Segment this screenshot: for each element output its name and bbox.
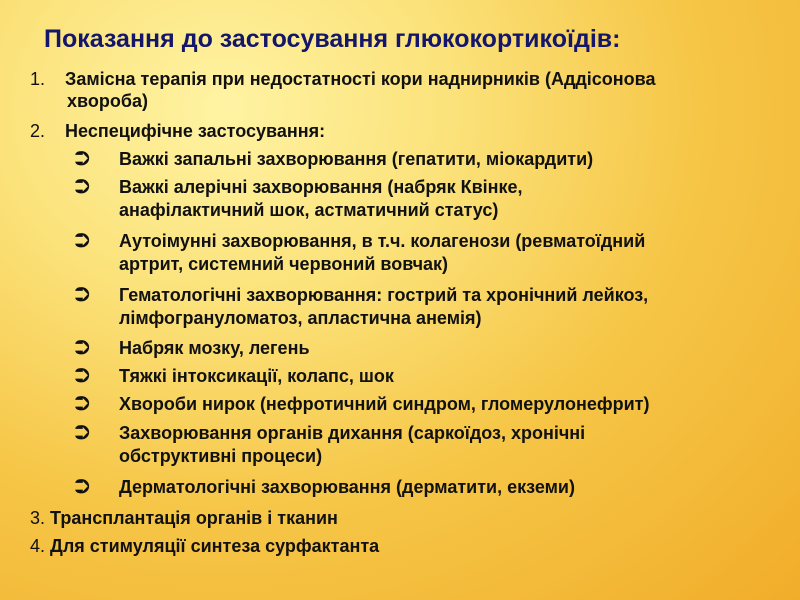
arrow-bullet-icon: ⮊ — [75, 148, 90, 170]
list-item-2 — [30, 120, 770, 142]
item-number: 2. — [30, 121, 46, 141]
sub-item — [75, 393, 755, 416]
sub-item-line-2: артрит, системний червоний вовчак) — [119, 254, 449, 274]
sub-item — [75, 176, 755, 222]
sub-item-line-1: Хвороби нирок (нефротичний синдром, гломерулонефрит) — [119, 394, 650, 414]
sub-item-line-2: анафілактичний шок, астматичний статус) — [119, 200, 499, 220]
sub-item-text — [119, 422, 755, 468]
sub-item-line-1: Аутоімунні захворювання, в т.ч. колагенози (ревматоїдний — [119, 231, 646, 251]
sub-item-line-1: Набряк мозку, легень — [119, 338, 310, 358]
arrow-bullet-icon: ⮊ — [75, 476, 90, 498]
item-number: 3. — [30, 508, 46, 528]
sub-item-text — [119, 284, 755, 330]
item-text: Неспецифічне застосування: — [65, 121, 326, 141]
sub-item-text — [119, 476, 755, 499]
item-number: 4. — [30, 536, 46, 556]
sub-item — [75, 230, 755, 276]
list-item-1 — [30, 68, 770, 112]
sub-item-line-2: обструктивні процеси) — [119, 446, 323, 466]
sub-item-text — [119, 176, 755, 222]
arrow-bullet-icon: ⮊ — [75, 393, 90, 415]
arrow-bullet-icon: ⮊ — [75, 365, 90, 387]
arrow-bullet-icon: ⮊ — [75, 230, 90, 252]
sub-item-line-1: Захворювання органів дихання (саркоїдоз, хронічні — [119, 423, 586, 443]
sub-item — [75, 284, 755, 330]
sub-item-line-1: Тяжкі інтоксикації, колапс, шок — [119, 366, 394, 386]
arrow-bullet-icon: ⮊ — [75, 337, 90, 359]
sub-item-line-1: Дерматологічні захворювання (дерматити, екземи) — [119, 477, 575, 497]
sub-item-text — [119, 148, 755, 171]
item-number: 1. — [30, 69, 46, 89]
sub-item-text — [119, 393, 755, 416]
slide-title: Показання до застосування глюкокортикоїдів: — [44, 25, 621, 53]
item-text: Трансплантація органів і тканин — [50, 508, 338, 528]
sub-item-text — [119, 230, 755, 276]
list-item-3 — [30, 507, 770, 529]
sub-item — [75, 148, 755, 171]
sub-item-line-2: лімфогрануломатоз, апластична анемія) — [119, 308, 482, 328]
sub-item-line-1: Важкі запальні захворювання (гепатити, міокардити) — [119, 149, 594, 169]
sub-item — [75, 476, 755, 499]
item-text: Для стимуляції синтеза сурфактанта — [50, 536, 380, 556]
sub-item-line-1: Гематологічні захворювання: гострий та хронічний лейкоз, — [119, 285, 649, 305]
sub-item-text — [119, 365, 755, 388]
sub-item-line-1: Важкі алерічні захворювання (набряк Квінке, — [119, 177, 523, 197]
sub-item — [75, 337, 755, 360]
arrow-bullet-icon: ⮊ — [75, 176, 90, 198]
sub-item — [75, 422, 755, 468]
sub-item — [75, 365, 755, 388]
list-item-4 — [30, 535, 770, 557]
item-text-line-2: хвороба) — [67, 91, 148, 111]
item-text-line-1: Замісна терапія при недостатності кори наднирників (Аддісонова — [65, 69, 656, 89]
arrow-bullet-icon: ⮊ — [75, 284, 90, 306]
sub-item-text — [119, 337, 755, 360]
arrow-bullet-icon: ⮊ — [75, 422, 90, 444]
